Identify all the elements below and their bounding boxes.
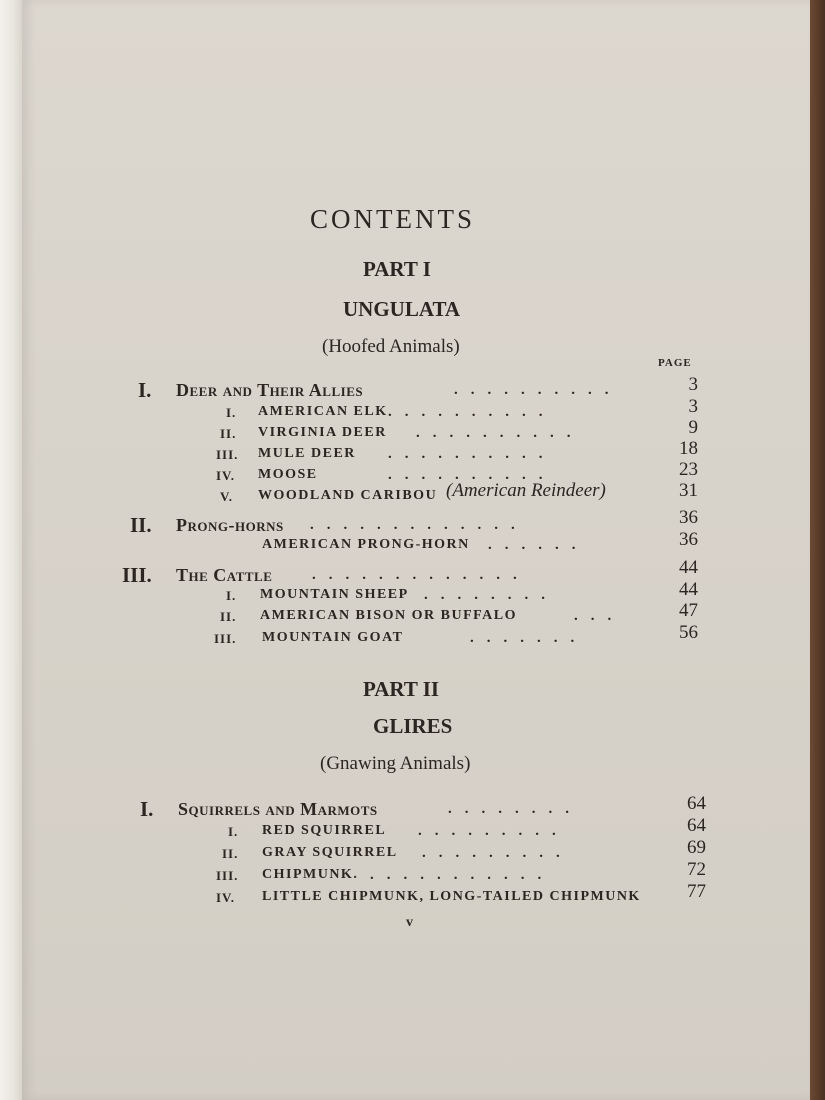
page-number: 47: [679, 600, 698, 621]
entry-numeral: I.: [228, 824, 239, 839]
entry-label: RED SQUIRREL: [262, 823, 387, 838]
entry-numeral: III.: [216, 868, 239, 883]
group-numeral: I.: [140, 797, 154, 821]
dot-leader: .........: [418, 823, 569, 839]
entry-note: (American Reindeer): [446, 480, 606, 501]
part-subtitle: (Gnawing Animals): [320, 753, 471, 774]
part-name: UNGULATA: [343, 297, 461, 321]
page-number: 72: [687, 859, 706, 880]
entry-label: AMERICAN PRONG-HORN: [262, 537, 470, 552]
dot-leader: ........: [448, 801, 582, 817]
dot-leader: ........: [424, 587, 558, 603]
entry-label: GRAY SQUIRREL: [262, 845, 398, 860]
entry-label: VIRGINIA DEER: [258, 425, 387, 440]
part-name: GLIRES: [373, 714, 453, 738]
part-heading: PART II: [363, 677, 440, 701]
entry-label: MULE DEER: [258, 446, 356, 461]
dot-leader: ..........: [454, 382, 622, 398]
entry-numeral: III.: [214, 631, 237, 646]
dot-leader: ...........: [370, 867, 555, 883]
table-background: [810, 0, 825, 1100]
group-label: Deer and Their Allies: [176, 380, 364, 400]
group-numeral: III.: [122, 563, 152, 587]
entry-label: MOUNTAIN SHEEP: [260, 587, 409, 602]
contents-entry-row[interactable]: [22, 881, 810, 909]
page-folio: v: [406, 915, 413, 930]
page-column-label: PAGE: [658, 357, 692, 369]
page-number: 44: [679, 557, 698, 578]
left-page-edge: [0, 0, 22, 1100]
dot-leader: ..........: [388, 404, 556, 420]
dot-leader: .............: [310, 517, 528, 533]
entry-label: LITTLE CHIPMUNK, LONG-TAILED CHIPMUNK: [262, 889, 641, 904]
dot-leader: ...: [574, 608, 625, 624]
page-number: 36: [679, 529, 698, 550]
contents-entry-row[interactable]: [22, 529, 810, 557]
book-page: [22, 0, 810, 1100]
entry-numeral: III.: [216, 447, 239, 462]
group-numeral: II.: [130, 513, 152, 537]
page-number: 31: [679, 480, 698, 501]
entry-numeral: I.: [226, 405, 237, 420]
page-number: 64: [687, 793, 706, 814]
dot-leader: ......: [488, 537, 589, 553]
entry-numeral: V.: [220, 489, 233, 504]
page-number: 64: [687, 815, 706, 836]
entry-numeral: II.: [220, 609, 237, 624]
entry-label: WOODLAND CARIBOU: [258, 488, 438, 503]
contents-entry-row[interactable]: [22, 480, 810, 508]
entry-label: AMERICAN BISON OR BUFFALO: [260, 608, 517, 623]
group-label: Prong-horns: [176, 515, 284, 535]
part-heading: PART I: [363, 257, 431, 281]
page-number: 44: [679, 579, 698, 600]
dot-leader: .............: [312, 567, 530, 583]
page-number: 23: [679, 459, 698, 480]
page-number: 3: [688, 374, 698, 395]
entry-label: MOOSE: [258, 467, 318, 482]
entry-numeral: I.: [226, 588, 237, 603]
page-number: 3: [688, 396, 698, 417]
page-number: 36: [679, 507, 698, 528]
dot-leader: ..........: [388, 467, 556, 483]
dot-leader: ..........: [416, 425, 584, 441]
entry-numeral: IV.: [216, 890, 236, 905]
entry-numeral: II.: [222, 846, 239, 861]
group-numeral: I.: [138, 378, 152, 402]
entry-label: AMERICAN ELK: [258, 404, 388, 419]
dot-leader: ..........: [388, 446, 556, 462]
page-number: 77: [687, 881, 706, 902]
page-number: 56: [679, 622, 698, 643]
page-number: 69: [687, 837, 706, 858]
entry-numeral: IV.: [216, 468, 236, 483]
entry-label: MOUNTAIN GOAT: [262, 630, 404, 645]
contents-title: CONTENTS: [310, 204, 475, 234]
part-subtitle: (Hoofed Animals): [322, 336, 460, 357]
dot-leader: .......: [470, 630, 588, 646]
page-number: 9: [688, 417, 698, 438]
group-label: The Cattle: [176, 565, 273, 585]
entry-numeral: II.: [220, 426, 237, 441]
contents-entry-row[interactable]: [22, 622, 810, 650]
group-label: Squirrels and Marmots: [178, 799, 378, 819]
dot-leader: .........: [422, 845, 573, 861]
page-number: 18: [679, 438, 698, 459]
entry-label: CHIPMUNK.: [262, 867, 359, 882]
